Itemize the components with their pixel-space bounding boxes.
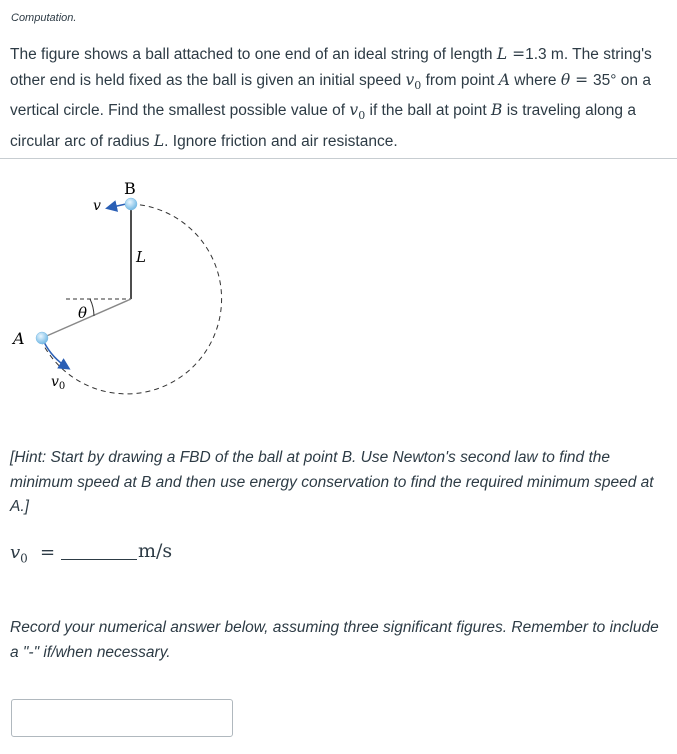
label-l: L: [136, 248, 146, 266]
theta-arc: [90, 299, 94, 316]
hint-text: [Hint: Start by drawing a FBD of the ball at point B. Use Newton's second law to find the minimum speed at B and then use energy conservation to find the required minimum speed at A.]: [10, 449, 654, 515]
numeric-answer-input[interactable]: [11, 699, 233, 737]
record-instructions: Record your numerical answer below, assuming three significant figures. Remember to include a "-" if/when necessary.: [10, 619, 659, 661]
ball-at-a: [36, 332, 48, 344]
label-b: B: [124, 179, 136, 198]
question-type-label: Computation.: [11, 12, 77, 24]
label-v0: $v_0$: [51, 374, 66, 392]
velocity-arrow-a: [44, 342, 68, 368]
label-a: A: [13, 329, 25, 348]
ball-at-b: [125, 198, 137, 210]
section-divider: [0, 158, 677, 159]
answer-blank: [61, 559, 137, 560]
label-theta: θ: [78, 304, 88, 322]
answer-equals: =: [40, 542, 56, 563]
answer-expression: [10, 540, 310, 570]
answer-variable: $v_0$: [10, 542, 28, 566]
problem-statement: The figure shows a ball attached to one end of an ideal string of length L =1.3 m. The string's other end is held fixed as the ball is given an initial speed $v_0$ from point A where θ = 35° on a vertical circle. Find the smallest possible value of $v_0$ if the ball at point B is traveling along a circular arc of radius L. Ignore friction and air resistance.: [10, 45, 652, 150]
pendulum-figure: [0, 170, 260, 410]
velocity-arrow-b: [108, 204, 126, 208]
label-v: v: [93, 198, 101, 214]
answer-unit: m/s: [138, 540, 173, 562]
